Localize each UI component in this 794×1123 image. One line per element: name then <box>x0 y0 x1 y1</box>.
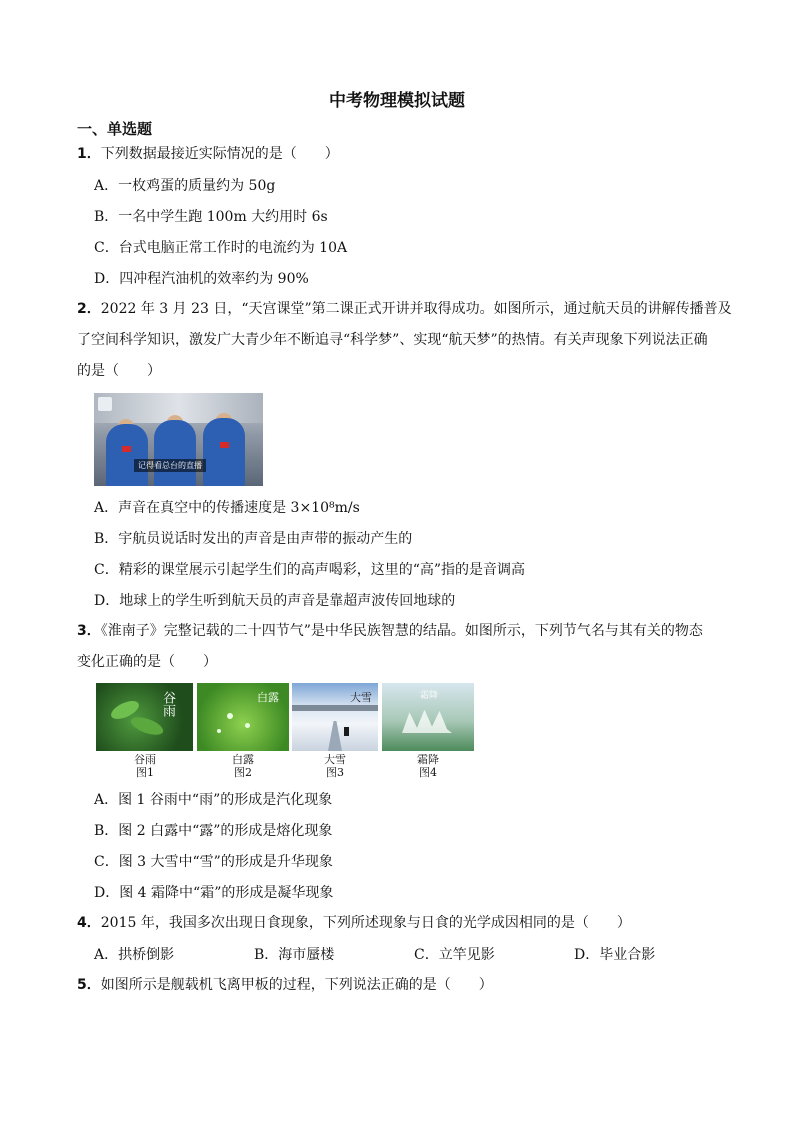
figure-2-white-dew-image <box>197 683 289 751</box>
question-3-option-b: B．图 2 白露中“露”的形成是熔化现象 <box>94 823 333 839</box>
question-2-option-c: C．精彩的课堂展示引起学生们的高声喝彩，这里的“高”指的是音调高 <box>94 562 526 578</box>
photo-caption: 记得看总台的直播 <box>134 459 206 472</box>
question-2-option-b: B．宇航员说话时发出的声音是由声带的振动产生的 <box>94 531 413 547</box>
question-3-option-a: A．图 1 谷雨中“雨”的形成是汽化现象 <box>94 792 333 808</box>
figure-2-caption: 白露 图2 <box>232 753 254 779</box>
section-heading: 一、单选题 <box>77 120 153 138</box>
question-3-option-c: C．图 3 大雪中“雪”的形成是升华现象 <box>94 854 333 870</box>
figure-1-grain-rain-image <box>96 683 193 751</box>
figure-4-frost-image <box>382 683 474 751</box>
question-number: 2． <box>77 301 101 317</box>
question-2-stem: 2．2022 年 3 月 23 日，“天宫课堂”第二课正式开讲并取得成功。如图所示，通过航天员的讲解传播普及 了空间科学知识，激发广大青少年不断追寻“科学梦”、实现“航天梦”的热情。有关声现象下列说法正确 的是（ ） <box>77 301 732 379</box>
question-1-option-d: D．四冲程汽油机的效率约为 90% <box>94 271 309 287</box>
question-1-option-a: A．一枚鸡蛋的质量约为 50g <box>94 178 276 194</box>
question-4-stem: 4．2015 年，我国多次出现日食现象，下列所述现象与日食的光学成因相同的是（ ） <box>77 915 631 931</box>
question-1-option-b: B．一名中学生跑 100m 大约用时 6s <box>94 209 328 225</box>
question-5-stem: 5．如图所示是舰载机飞离甲板的过程，下列说法正确的是（ ） <box>77 977 493 993</box>
question-3-stem: 3．《淮南子》完整记载的二十四节气”是中华民族智慧的结晶。如图所示，下列节气名与其有关的物态 变化正确的是（ ） <box>77 623 703 670</box>
figure-3-caption: 大雪 图3 <box>324 753 346 779</box>
figure-1-tag: 谷雨 <box>160 691 175 717</box>
question-2-option-a: A．声音在真空中的传播速度是 3×10⁸m/s <box>94 500 360 516</box>
question-4-option-c: C．立竿见影 <box>414 947 495 963</box>
figure-4-caption: 霜降 图4 <box>417 753 439 779</box>
figure-1-caption: 谷雨 图1 <box>134 753 156 779</box>
question-1-stem: 1．下列数据最接近实际情况的是（ ） <box>77 146 339 162</box>
question-4-options <box>94 945 734 965</box>
question-number: 4． <box>77 915 101 931</box>
question-4-option-d: D．毕业合影 <box>574 947 656 963</box>
question-4-option-a: A．拱桥倒影 <box>94 947 175 963</box>
figure-2-tag: 白露 <box>257 691 279 704</box>
question-number: 3． <box>77 623 101 639</box>
page-title: 中考物理模拟试题 <box>329 91 465 111</box>
figure-3-heavy-snow-image <box>292 683 378 751</box>
question-number: 1． <box>77 146 101 162</box>
question-2-option-d: D．地球上的学生听到航天员的声音是靠超声波传回地球的 <box>94 593 456 609</box>
astronauts-photo <box>94 393 263 486</box>
figure-4-tag: 霜降 <box>420 691 439 701</box>
question-1-option-c: C．台式电脑正常工作时的电流约为 10A <box>94 240 348 256</box>
figure-3-tag: 大雪 <box>350 691 372 704</box>
question-3-option-d: D．图 4 霜降中“霜”的形成是凝华现象 <box>94 885 334 901</box>
question-number: 5． <box>77 977 101 993</box>
question-4-option-b: B．海市蜃楼 <box>254 947 335 963</box>
